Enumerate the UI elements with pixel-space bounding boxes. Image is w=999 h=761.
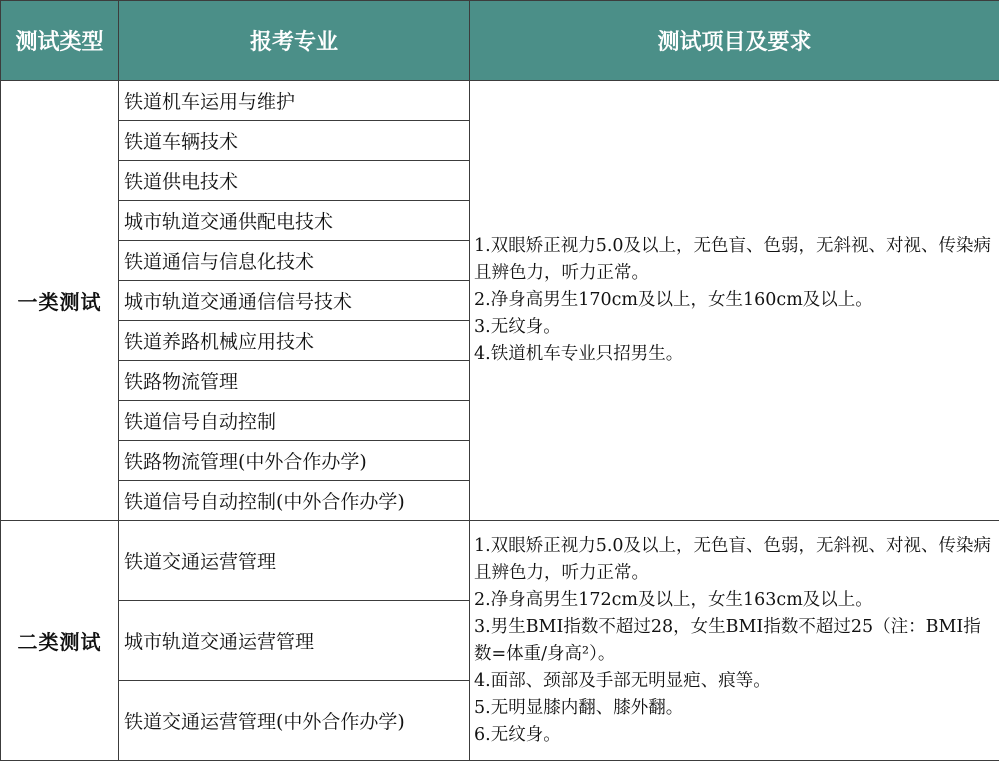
header-test-type: 测试类型 xyxy=(1,1,119,81)
test-type-cell: 一类测试 xyxy=(1,81,119,521)
major-cell: 铁道信号自动控制 xyxy=(119,401,470,441)
header-major: 报考专业 xyxy=(119,1,470,81)
requirement-item: 1.双眼矫正视力5.0及以上，无色盲、色弱，无斜视、对视、传染病且辨色力，听力正常。 xyxy=(474,535,992,583)
major-cell: 城市轨道交通供配电技术 xyxy=(119,201,470,241)
requirement-item: 2.净身高男生172cm及以上，女生163cm及以上。 xyxy=(474,589,873,610)
requirement-item: 6.无纹身。 xyxy=(474,724,561,745)
requirement-item: 1.双眼矫正视力5.0及以上，无色盲、色弱，无斜视、对视、传染病且辨色力，听力正常。 xyxy=(474,236,992,283)
table-row xyxy=(1,81,999,121)
requirements-cell xyxy=(470,521,999,761)
major-cell: 铁道养路机械应用技术 xyxy=(119,321,470,361)
table-body xyxy=(1,81,999,761)
requirement-item: 5.无明显膝内翻、膝外翻。 xyxy=(474,697,684,718)
requirements-cell xyxy=(470,81,999,521)
major-cell: 铁路物流管理(中外合作办学) xyxy=(119,441,470,481)
major-cell: 铁道交通运营管理 xyxy=(119,521,470,601)
test-type-cell: 二类测试 xyxy=(1,521,119,761)
major-cell: 铁道供电技术 xyxy=(119,161,470,201)
major-cell: 铁道信号自动控制(中外合作办学) xyxy=(119,481,470,521)
major-cell: 城市轨道交通运营管理 xyxy=(119,601,470,681)
major-cell: 铁路物流管理 xyxy=(119,361,470,401)
header-requirements: 测试项目及要求 xyxy=(470,1,999,81)
major-cell: 铁道机车运用与维护 xyxy=(119,81,470,121)
table-row xyxy=(1,521,999,601)
requirement-item: 4.铁道机车专业只招男生。 xyxy=(474,344,684,364)
major-cell: 城市轨道交通通信信号技术 xyxy=(119,281,470,321)
requirement-item: 3.无纹身。 xyxy=(474,317,561,337)
major-cell: 铁道通信与信息化技术 xyxy=(119,241,470,281)
requirement-item: 2.净身高男生170cm及以上，女生160cm及以上。 xyxy=(474,290,873,310)
header-row xyxy=(1,1,999,81)
requirement-item: 4.面部、颈部及手部无明显疤、痕等。 xyxy=(474,670,771,691)
requirement-item: 3.男生BMI指数不超过28，女生BMI指数不超过25（注：BMI指数=体重/身高²）。 xyxy=(474,616,981,664)
major-cell: 铁道交通运营管理(中外合作办学) xyxy=(119,681,470,761)
major-cell: 铁道车辆技术 xyxy=(119,121,470,161)
